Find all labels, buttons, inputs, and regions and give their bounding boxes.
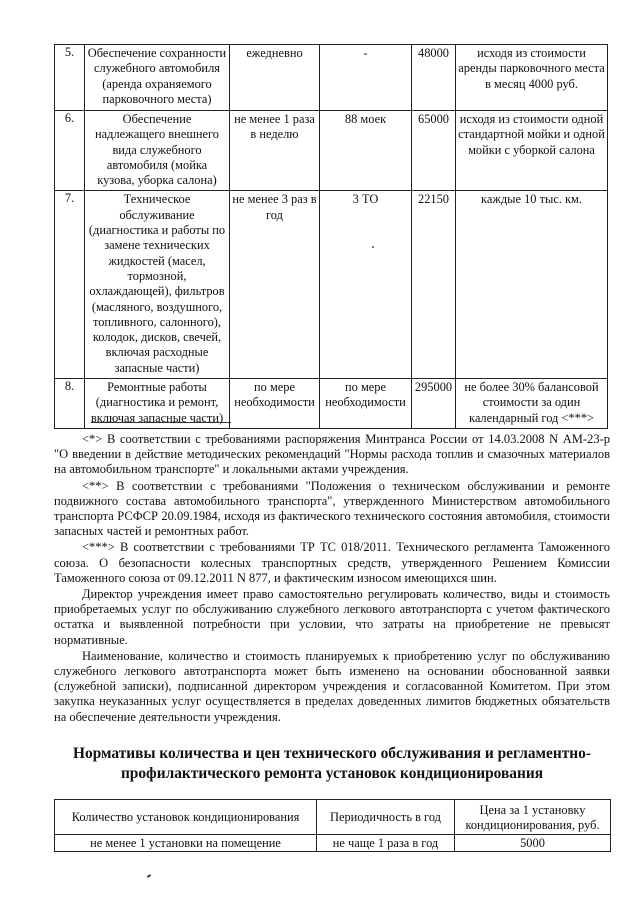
service-quantity: 88 моек <box>320 111 412 191</box>
service-quantity: по мере необходимости <box>320 379 412 429</box>
row-number: 5. <box>55 45 85 111</box>
service-price: 65000 <box>412 111 456 191</box>
service-price: 295000 <box>412 379 456 429</box>
service-name: Техническое обслуживание (диагностика и работы по замене технических жидкостей (масел, тормозной, охлаждающей), фильтров (масляного, воздушного, топливного, салонного), колодок, дисков, свечей, включая расходные запасные части) <box>85 191 230 379</box>
service-note: исходя из стоимости одной стандартной мойки и одной мойки с уборкой салона <box>456 111 608 191</box>
change-procedure-paragraph: Наименование, количество и стоимость планируемых к приобретению услуг по обслуживанию служебного легкового автотранспорта может быть изменено на основании обоснованной заявки (служебной записки), подписанной директором учреждения и согласованной Комитетом. При этом закупка неуказанных услуг осуществляется в пределах доведенных лимитов бюджетных обязательств на обеспечение деятельности учреждения. <box>54 648 610 724</box>
table-row <box>55 834 611 852</box>
service-frequency: не менее 3 раз в год <box>230 191 320 379</box>
table-row <box>55 45 608 111</box>
service-norms-table <box>54 44 608 429</box>
footnote-3: <***> В соответствии с требованиями ТР ТС 018/2011. Технического регламента Таможенного союза. О безопасности колесных транспортных средств, утвержденного Решением Комиссии Таможенного союза от 09.12.2011 N 877, и фактическим износом имеющихся шин. <box>54 540 610 585</box>
service-name: Обеспечение сохранности служебного автомобиля (аренда охраняемого парковочного места) <box>85 45 230 111</box>
scan-speck <box>372 246 374 248</box>
service-frequency: по мере необходимости <box>230 379 320 429</box>
service-frequency: ежедневно <box>230 45 320 111</box>
row-number: 6. <box>55 111 85 191</box>
footnote-1: <*> В соответствии с требованиями распоряжения Минтранса России от 14.03.2008 N АМ-23-р "О введении в действие методических рекомендаций "Нормы расхода топлив и смазочных материалов на автомобильном транспорте" и локальными актами учреждения. <box>54 432 610 477</box>
service-quantity: 3 ТО <box>320 191 412 379</box>
row-number: 7. <box>55 191 85 379</box>
ac-quantity: не менее 1 установки на помещение <box>55 834 317 852</box>
footnote-separator <box>91 422 231 423</box>
table-header-row <box>55 800 611 835</box>
service-note: исходя из стоимости аренды парковочного места в месяц 4000 руб. <box>456 45 608 111</box>
ac-norms-table <box>54 799 611 852</box>
footnote-2: <**> В соответствии с требованиями "Положения о техническом обслуживании и ремонте подвижного состава автомобильного транспорта", утвержденного Министерством автомобильного транспорта РСФСР 20.09.1984, исходя из фактического технического состояния автомобиля, стоимости запасных частей и ремонтных работ. <box>54 478 610 539</box>
ac-price: 5000 <box>455 834 611 852</box>
ac-periodicity: не чаще 1 раза в год <box>317 834 455 852</box>
service-note: каждые 10 тыс. км. <box>456 191 608 379</box>
service-name: Ремонтные работы (диагностика и ремонт, включая запасные части) <box>85 379 230 429</box>
service-price: 22150 <box>412 191 456 379</box>
service-name: Обеспечение надлежащего внешнего вида служебного автомобиля (мойка кузова, уборка салона) <box>85 111 230 191</box>
scan-speck <box>147 874 151 878</box>
table-row <box>55 191 608 379</box>
footnotes-block <box>54 432 610 726</box>
service-frequency: не менее 1 раза в неделю <box>230 111 320 191</box>
ac-section-title: Нормативы количества и цен технического обслуживания и регламентно-профилактического ремонта установок кондиционирования <box>73 745 591 782</box>
service-note: не более 30% балансовой стоимости за один календарный год <***> <box>456 379 608 429</box>
column-header: Количество установок кондиционирования <box>55 800 317 835</box>
service-price: 48000 <box>412 45 456 111</box>
service-quantity: - <box>320 45 412 111</box>
director-rights-paragraph: Директор учреждения имеет право самостоятельно регулировать количество, виды и стоимость приобретаемых услуг по обслуживанию служебного легкового автотранспорта с учетом фактического остатка и выявленной потребности при условии, что затраты на приобретение не превысят нормативные. <box>54 587 610 647</box>
row-number: 8. <box>55 379 85 429</box>
column-header: Периодичность в год <box>317 800 455 835</box>
table-row <box>55 379 608 429</box>
table-row <box>55 111 608 191</box>
column-header: Цена за 1 установку кондиционирования, руб. <box>455 800 611 835</box>
